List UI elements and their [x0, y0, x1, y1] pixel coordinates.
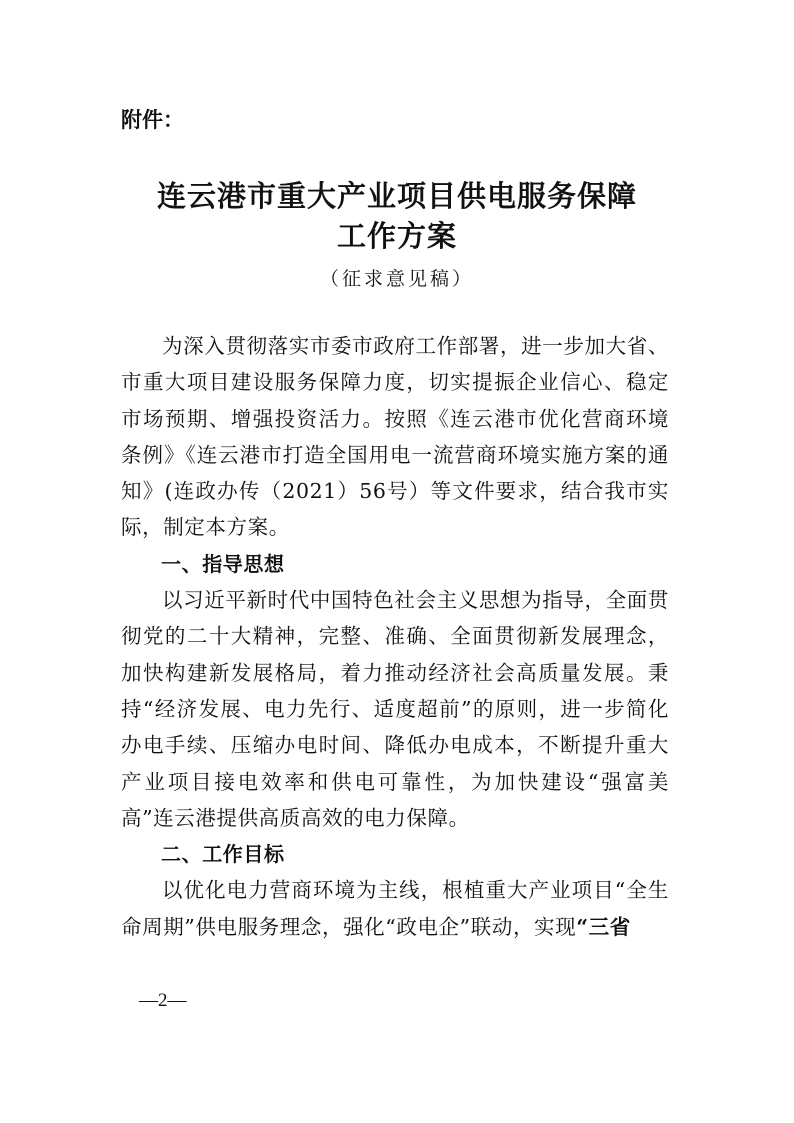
section2-text: 以优化电力营商环境为主线，根植重大产业项目“全生命周期”供电服务理念，强化“政电企”联动，实现 — [121, 878, 669, 939]
section2-bold-text: “三省 — [576, 914, 631, 939]
section2-heading: 二、工作目标 — [161, 842, 285, 867]
document-body — [121, 328, 669, 945]
section1-heading: 一、指导思想 — [161, 551, 285, 576]
section1-paragraph: 以习近平新时代中国特色社会主义思想为指导，全面贯彻党的二十大精神，完整、准确、全面贯彻新发展理念，加快构建新发展格局，着力推动经济社会高质量发展。秉持“经济发展、电力先行、适度超前”的原则，进一步简化办电手续、压缩办电时间、降低办电成本，不断提升重大产业项目接电效率和供电可靠性，为加快建设“强富美高”连云港提供高质高效的电力保障。 — [121, 588, 669, 830]
document-title-line2: 工作方案 — [336, 219, 457, 253]
attachment-label: 附件： — [121, 108, 184, 132]
page-number: —2— — [139, 990, 187, 1011]
intro-paragraph: 为深入贯彻落实市委市政府工作部署，进一步加大省、市重大项目建设服务保障力度，切实提振企业信心、稳定市场预期、增强投资活力。按照《连云港市优化营商环境条例》《连云港市打造全国用电一流营商环境实施方案的通知》(连政办传（2021）56号）等文件要求，结合我市实际，制定本方案。 — [121, 334, 669, 540]
draft-note: （征求意见稿） — [319, 268, 474, 290]
document-title-line1: 连云港市重大产业项目供电服务保障 — [156, 179, 637, 213]
section2-paragraph — [121, 872, 669, 945]
